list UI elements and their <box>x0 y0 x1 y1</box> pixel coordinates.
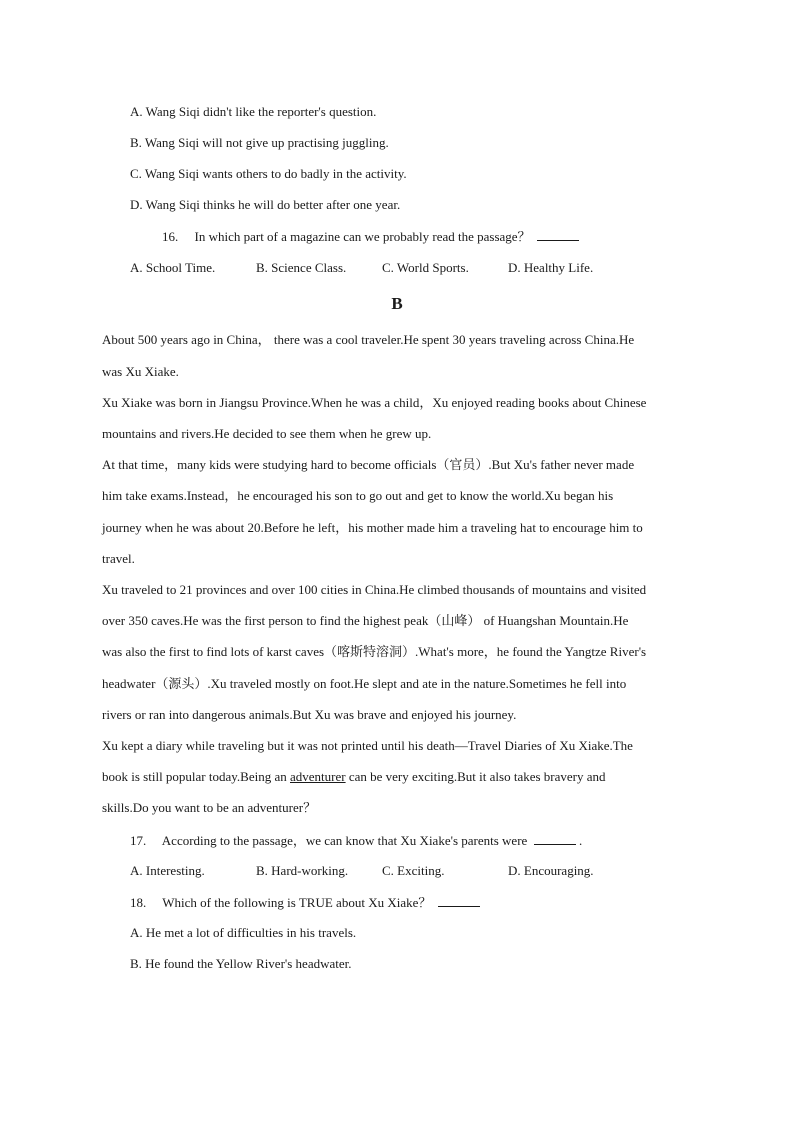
passage-line: mountains and rivers.He decided to see them when he grew up. <box>102 426 432 441</box>
q16-number: 16. <box>162 229 179 244</box>
q18-option-a: A. He met a lot of difficulties in his travels. <box>130 925 357 940</box>
q18-number: 18. <box>130 895 147 910</box>
q18-text: Which of the following is TRUE about Xu Xiake？ <box>162 895 432 910</box>
passage-text: can be very exciting.But it also takes bravery and <box>345 769 606 784</box>
q18-answer-blank <box>438 894 480 907</box>
q15-option-c: C. Wang Siqi wants others to do badly in the activity. <box>130 166 407 181</box>
q16-option-a: A. School Time. <box>130 260 216 275</box>
passage-line: him take exams.Instead，he encouraged his son to go out and get to know the world.Xu began his <box>102 488 614 503</box>
passage-line: Xu Xiake was born in Jiangsu Province.When he was a child，Xu enjoyed reading books about Chinese <box>102 395 647 410</box>
q16-option-d: D. Healthy Life. <box>508 260 594 275</box>
q16-text: In which part of a magazine can we probably read the passage？ <box>194 229 531 244</box>
q17-option-a: A. Interesting. <box>130 863 205 878</box>
passage-line: headwater（源头）.Xu traveled mostly on foot.He slept and ate in the nature.Sometimes he fell into <box>102 676 627 691</box>
q16-answer-blank <box>537 228 579 241</box>
q18-option-b: B. He found the Yellow River's headwater. <box>130 956 352 971</box>
passage-line: rivers or ran into dangerous animals.But Xu was brave and enjoyed his journey. <box>102 707 517 722</box>
passage-line: About 500 years ago in China， there was a cool traveler.He spent 30 years traveling across China.He <box>102 332 635 347</box>
passage-line <box>102 769 606 785</box>
q17-option-b: B. Hard-working. <box>256 863 349 878</box>
q17-option-c: C. Exciting. <box>382 863 445 878</box>
q17-option-d: D. Encouraging. <box>508 863 594 878</box>
passage-line: was also the first to find lots of karst caves（喀斯特溶洞）.What's more，he found the Yangtze River's <box>102 644 647 659</box>
passage-line: travel. <box>102 551 135 566</box>
q17-answer-blank <box>534 832 576 845</box>
section-heading: B <box>391 294 403 313</box>
passage-line: over 350 caves.He was the first person to find the highest peak（山峰） of Huangshan Mountain.He <box>102 613 629 628</box>
q18-question <box>130 894 480 911</box>
q17-end: . <box>579 833 583 848</box>
q16-options <box>130 260 690 276</box>
passage-text: book is still popular today.Being an <box>102 769 290 784</box>
q17-options <box>130 863 690 879</box>
q17-number: 17. <box>130 833 147 848</box>
q15-option-b: B. Wang Siqi will not give up practising juggling. <box>130 135 389 150</box>
passage-line: journey when he was about 20.Before he left，his mother made him a traveling hat to encourage him to <box>102 520 643 535</box>
q17-text: According to the passage，we can know that Xu Xiake's parents were <box>161 833 528 848</box>
passage-line: skills.Do you want to be an adventurer？ <box>102 800 317 815</box>
q17-question <box>130 832 582 849</box>
q16-option-b: B. Science Class. <box>256 260 347 275</box>
passage-line: Xu traveled to 21 provinces and over 100 cities in China.He climbed thousands of mountains and visited <box>102 582 647 597</box>
passage-line: was Xu Xiake. <box>102 364 179 379</box>
q16-question <box>162 228 579 245</box>
passage-line: Xu kept a diary while traveling but it was not printed until his death—Travel Diaries of Xu Xiake.The <box>102 738 633 753</box>
underlined-word-adventurer: adventurer <box>290 769 346 784</box>
passage-line: At that time，many kids were studying hard to become officials（官员）.But Xu's father never made <box>102 457 635 472</box>
q16-option-c: C. World Sports. <box>382 260 469 275</box>
q15-option-a: A. Wang Siqi didn't like the reporter's question. <box>130 104 377 119</box>
q15-option-d: D. Wang Siqi thinks he will do better after one year. <box>130 197 401 212</box>
